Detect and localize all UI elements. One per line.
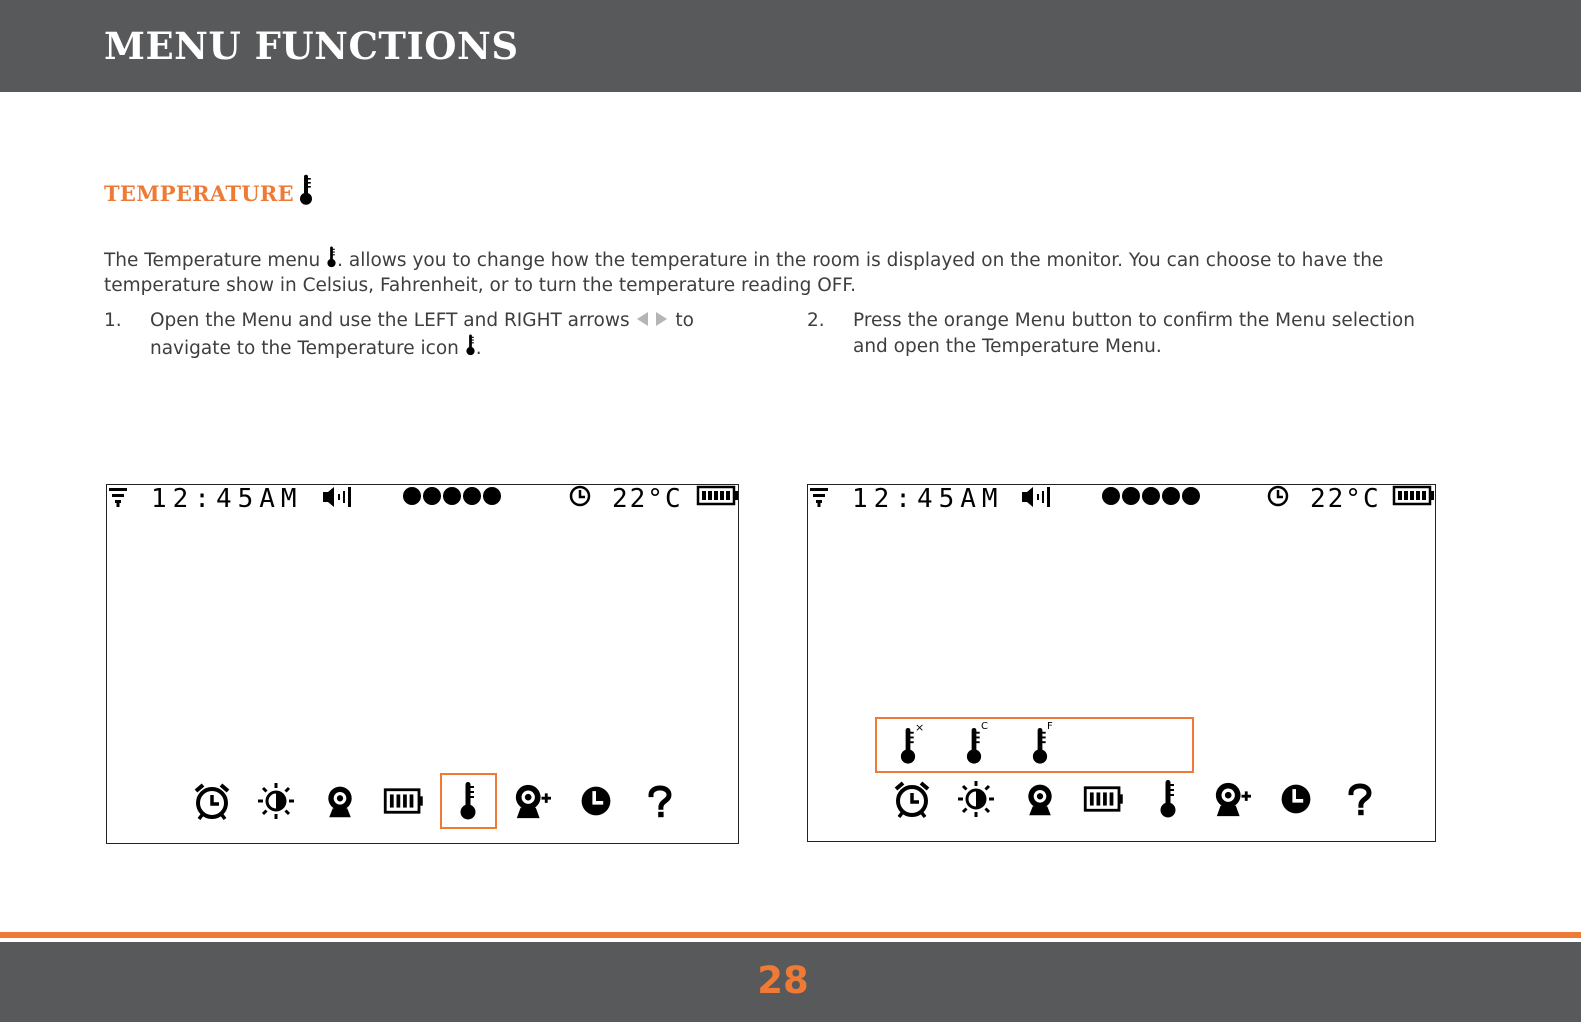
status-temperature: 22°C xyxy=(612,484,683,514)
menu-item-alarm[interactable] xyxy=(180,773,244,829)
menu-item-brightness[interactable] xyxy=(244,773,308,829)
menu-item-clock[interactable] xyxy=(564,773,628,829)
menu-item-add-camera[interactable] xyxy=(500,773,564,829)
menu-item-clock[interactable] xyxy=(1264,771,1328,827)
menu-item-camera[interactable] xyxy=(308,773,372,829)
signal-icon xyxy=(810,488,828,507)
menu-item-camera[interactable] xyxy=(1008,771,1072,827)
battery-icon xyxy=(383,786,425,816)
battery-icon xyxy=(698,487,738,504)
menu-item-brightness[interactable] xyxy=(944,771,1008,827)
footer-accent-line xyxy=(0,932,1581,938)
temperature-option-off[interactable] xyxy=(898,721,928,767)
signal-icon xyxy=(109,488,127,507)
battery-icon xyxy=(1394,487,1434,504)
timer-icon xyxy=(571,487,589,505)
menu-item-add-camera[interactable] xyxy=(1200,771,1264,827)
thermometer-fahrenheit-icon xyxy=(1030,727,1050,765)
step-text: Press the orange Menu button to confirm the Menu selection and open the Temperature Menu. xyxy=(853,310,1415,357)
thermometer-celsius-icon xyxy=(964,727,984,765)
audio-level-dots-icon xyxy=(1102,487,1200,505)
menu-icon-bar xyxy=(880,771,1392,827)
left-right-arrows-icon xyxy=(635,310,669,328)
intro-text-end: . allows you to change how the temperature in the room is displayed on the monitor. You can choose to have the temperature show in Celsius, Fahrenheit, or to turn the temperature reading OFF. xyxy=(104,250,1384,296)
status-time: 12:45AM xyxy=(852,484,1004,514)
thermometer-icon xyxy=(465,334,476,356)
menu-item-battery[interactable] xyxy=(372,773,436,829)
brightness-icon xyxy=(956,779,996,819)
thermometer-icon xyxy=(1158,779,1178,819)
intro-paragraph xyxy=(104,246,1464,298)
step-number: 1. xyxy=(104,310,122,331)
clock-icon xyxy=(1278,781,1314,817)
status-temperature: 22°C xyxy=(1310,484,1381,514)
thermometer-icon xyxy=(326,246,337,268)
battery-icon xyxy=(1083,784,1125,814)
section-heading xyxy=(104,174,314,206)
monitor-screen-menu xyxy=(106,484,739,844)
speaker-icon xyxy=(323,487,351,507)
clock-icon xyxy=(578,783,614,819)
step-text-a: Open the Menu and use the LEFT and RIGHT arrows xyxy=(150,310,630,331)
add-camera-icon xyxy=(1211,780,1253,818)
temperature-option-celsius[interactable] xyxy=(964,721,994,767)
audio-level-dots-icon xyxy=(403,487,501,505)
timer-icon xyxy=(1269,487,1287,505)
help-icon xyxy=(1342,779,1378,819)
option-mark: × xyxy=(915,721,925,734)
menu-item-alarm[interactable] xyxy=(880,771,944,827)
temperature-option-fahrenheit[interactable] xyxy=(1030,721,1060,767)
speaker-icon xyxy=(1022,487,1050,507)
option-mark: F xyxy=(1047,721,1053,732)
menu-item-temperature[interactable] xyxy=(1136,771,1200,827)
selected-menu-highlight xyxy=(440,773,497,829)
alarm-clock-icon xyxy=(892,779,932,819)
help-icon xyxy=(642,781,678,821)
menu-icon-bar xyxy=(180,773,692,829)
add-camera-icon xyxy=(511,782,553,820)
page-title: MENU FUNCTIONS xyxy=(104,24,519,68)
status-time: 12:45AM xyxy=(151,484,303,514)
step-text-b: to navigate to the Temperature icon xyxy=(150,310,694,359)
brightness-icon xyxy=(256,781,296,821)
menu-item-help[interactable] xyxy=(1328,771,1392,827)
camera-icon xyxy=(322,783,358,819)
option-mark: C xyxy=(981,721,988,732)
menu-item-battery[interactable] xyxy=(1072,771,1136,827)
page-header xyxy=(0,0,1581,92)
step-text xyxy=(150,308,740,362)
monitor-screen-temperature-menu xyxy=(807,484,1436,842)
step-text-c: . xyxy=(475,338,482,359)
alarm-clock-icon xyxy=(192,781,232,821)
menu-item-help[interactable] xyxy=(628,773,692,829)
thermometer-icon xyxy=(298,174,314,206)
page-number: 28 xyxy=(757,959,809,1002)
camera-icon xyxy=(1022,781,1058,817)
step-number: 2. xyxy=(807,310,825,331)
section-title: TEMPERATURE xyxy=(104,181,294,206)
intro-text-start: The Temperature menu xyxy=(104,250,321,271)
